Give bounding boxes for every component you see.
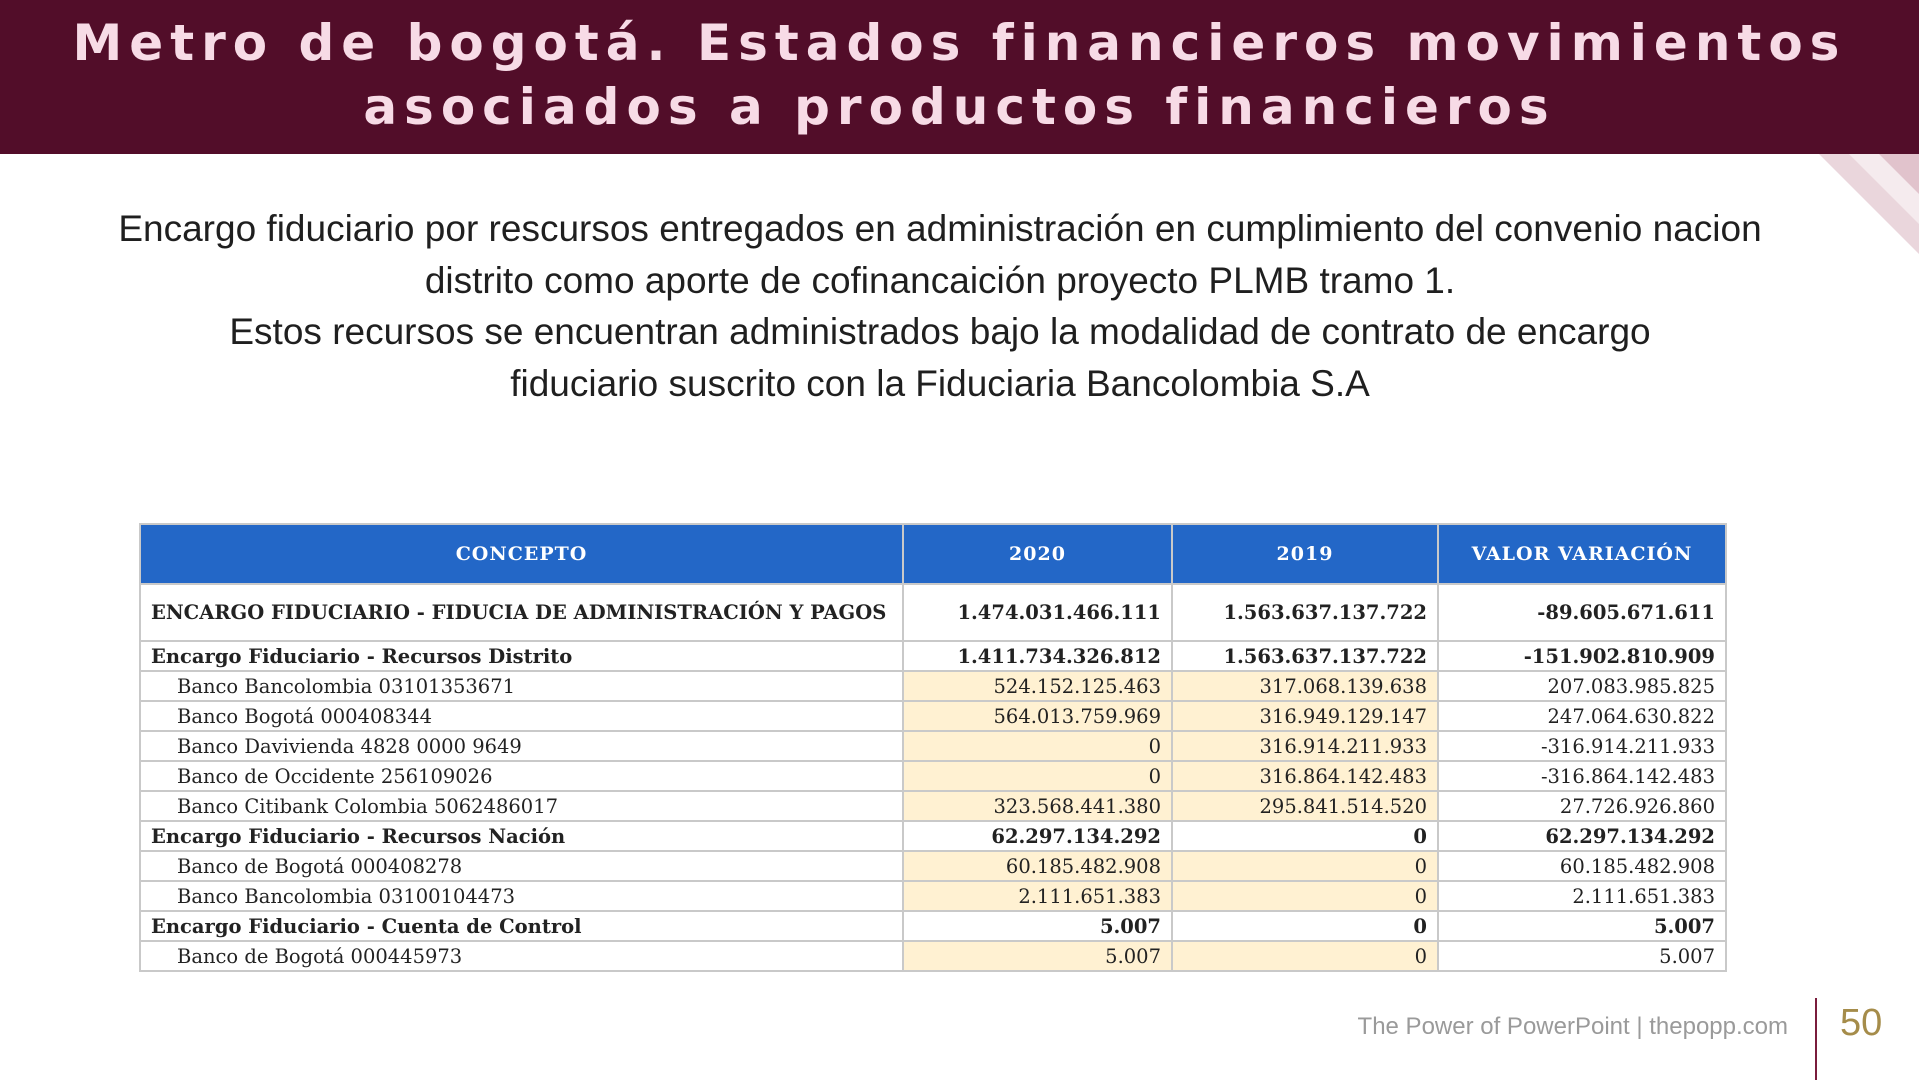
- cell-2020: 1.411.734.326.812: [903, 641, 1172, 671]
- cell-variacion: 60.185.482.908: [1438, 851, 1726, 881]
- intro-line: fiduciario suscrito con la Fiduciaria Bancolombia S.A: [510, 362, 1370, 404]
- table-header-row: [140, 524, 1726, 584]
- footer-divider: [1815, 998, 1817, 1080]
- cell-2019: 0: [1172, 851, 1438, 881]
- cell-2020: 524.152.125.463: [903, 671, 1172, 701]
- header-2019: 2019: [1172, 524, 1438, 584]
- cell-concepto: Banco Bancolombia 03100104473: [140, 881, 903, 911]
- cell-2020: 5.007: [903, 911, 1172, 941]
- cell-concepto: Banco Citibank Colombia 5062486017: [140, 791, 903, 821]
- table-row: [140, 671, 1726, 701]
- cell-2019: 1.563.637.137.722: [1172, 641, 1438, 671]
- cell-variacion: 247.064.630.822: [1438, 701, 1726, 731]
- cell-2020: 564.013.759.969: [903, 701, 1172, 731]
- cell-variacion: -316.914.211.933: [1438, 731, 1726, 761]
- cell-2020: 62.297.134.292: [903, 821, 1172, 851]
- cell-2019: 0: [1172, 881, 1438, 911]
- table-row: [140, 584, 1726, 641]
- cell-concepto: Banco de Occidente 256109026: [140, 761, 903, 791]
- cell-2019: 0: [1172, 821, 1438, 851]
- cell-variacion: -151.902.810.909: [1438, 641, 1726, 671]
- cell-concepto: Banco de Bogotá 000445973: [140, 941, 903, 971]
- cell-concepto: Banco Bogotá 000408344: [140, 701, 903, 731]
- cell-2019: 0: [1172, 911, 1438, 941]
- cell-variacion: 2.111.651.383: [1438, 881, 1726, 911]
- cell-concepto: Encargo Fiduciario - Recursos Distrito: [140, 641, 903, 671]
- cell-concepto: Banco de Bogotá 000408278: [140, 851, 903, 881]
- table-row: [140, 881, 1726, 911]
- header-valor-variacion: VALOR VARIACIÓN: [1438, 524, 1726, 584]
- cell-2019: 316.949.129.147: [1172, 701, 1438, 731]
- cell-2019: 1.563.637.137.722: [1172, 584, 1438, 641]
- table-row: [140, 761, 1726, 791]
- table-row: [140, 641, 1726, 671]
- cell-variacion: 5.007: [1438, 941, 1726, 971]
- table-row: [140, 941, 1726, 971]
- cell-2020: 0: [903, 731, 1172, 761]
- table-row: [140, 911, 1726, 941]
- intro-line: distrito como aporte de cofinancaición proyecto PLMB tramo 1.: [424, 259, 1456, 301]
- table-row: [140, 821, 1726, 851]
- table-row: [140, 731, 1726, 761]
- header-2020: 2020: [903, 524, 1172, 584]
- cell-2020: 5.007: [903, 941, 1172, 971]
- table-row: [140, 791, 1726, 821]
- cell-concepto: Banco Davivienda 4828 0000 9649: [140, 731, 903, 761]
- cell-2020: 1.474.031.466.111: [903, 584, 1172, 641]
- slide-title: Metro de bogotá. Estados financieros movimientos asociados a productos financieros: [72, 14, 1847, 136]
- table-row: [140, 701, 1726, 731]
- cell-variacion: -89.605.671.611: [1438, 584, 1726, 641]
- cell-2020: 0: [903, 761, 1172, 791]
- cell-variacion: 5.007: [1438, 911, 1726, 941]
- title-bar: [0, 0, 1919, 154]
- page-number: 50: [1840, 1002, 1883, 1044]
- cell-concepto: ENCARGO FIDUCIARIO - FIDUCIA DE ADMINISTRACIÓN Y PAGOS: [140, 584, 903, 641]
- header-concepto: CONCEPTO: [140, 524, 903, 584]
- corner-decoration: [1809, 154, 1919, 254]
- cell-2020: 60.185.482.908: [903, 851, 1172, 881]
- cell-2019: 295.841.514.520: [1172, 791, 1438, 821]
- cell-concepto: Banco Bancolombia 03101353671: [140, 671, 903, 701]
- financial-table: [139, 523, 1725, 972]
- cell-variacion: -316.864.142.483: [1438, 761, 1726, 791]
- cell-2019: 316.864.142.483: [1172, 761, 1438, 791]
- cell-2020: 323.568.441.380: [903, 791, 1172, 821]
- intro-line: Encargo fiduciario por rescursos entregados en administración en cumplimiento del convenio nacion: [118, 208, 1762, 249]
- footer-credit: The Power of PowerPoint | thepopp.com: [1357, 1013, 1788, 1040]
- cell-2019: 0: [1172, 941, 1438, 971]
- intro-text: [80, 203, 1800, 409]
- cell-2020: 2.111.651.383: [903, 881, 1172, 911]
- cell-2019: 316.914.211.933: [1172, 731, 1438, 761]
- cell-variacion: 207.083.985.825: [1438, 671, 1726, 701]
- intro-line: Estos recursos se encuentran administrados bajo la modalidad de contrato de encargo: [229, 311, 1651, 352]
- cell-concepto: Encargo Fiduciario - Cuenta de Control: [140, 911, 903, 941]
- cell-concepto: Encargo Fiduciario - Recursos Nación: [140, 821, 903, 851]
- cell-variacion: 27.726.926.860: [1438, 791, 1726, 821]
- cell-variacion: 62.297.134.292: [1438, 821, 1726, 851]
- table-row: [140, 851, 1726, 881]
- table-body: [140, 584, 1726, 971]
- cell-2019: 317.068.139.638: [1172, 671, 1438, 701]
